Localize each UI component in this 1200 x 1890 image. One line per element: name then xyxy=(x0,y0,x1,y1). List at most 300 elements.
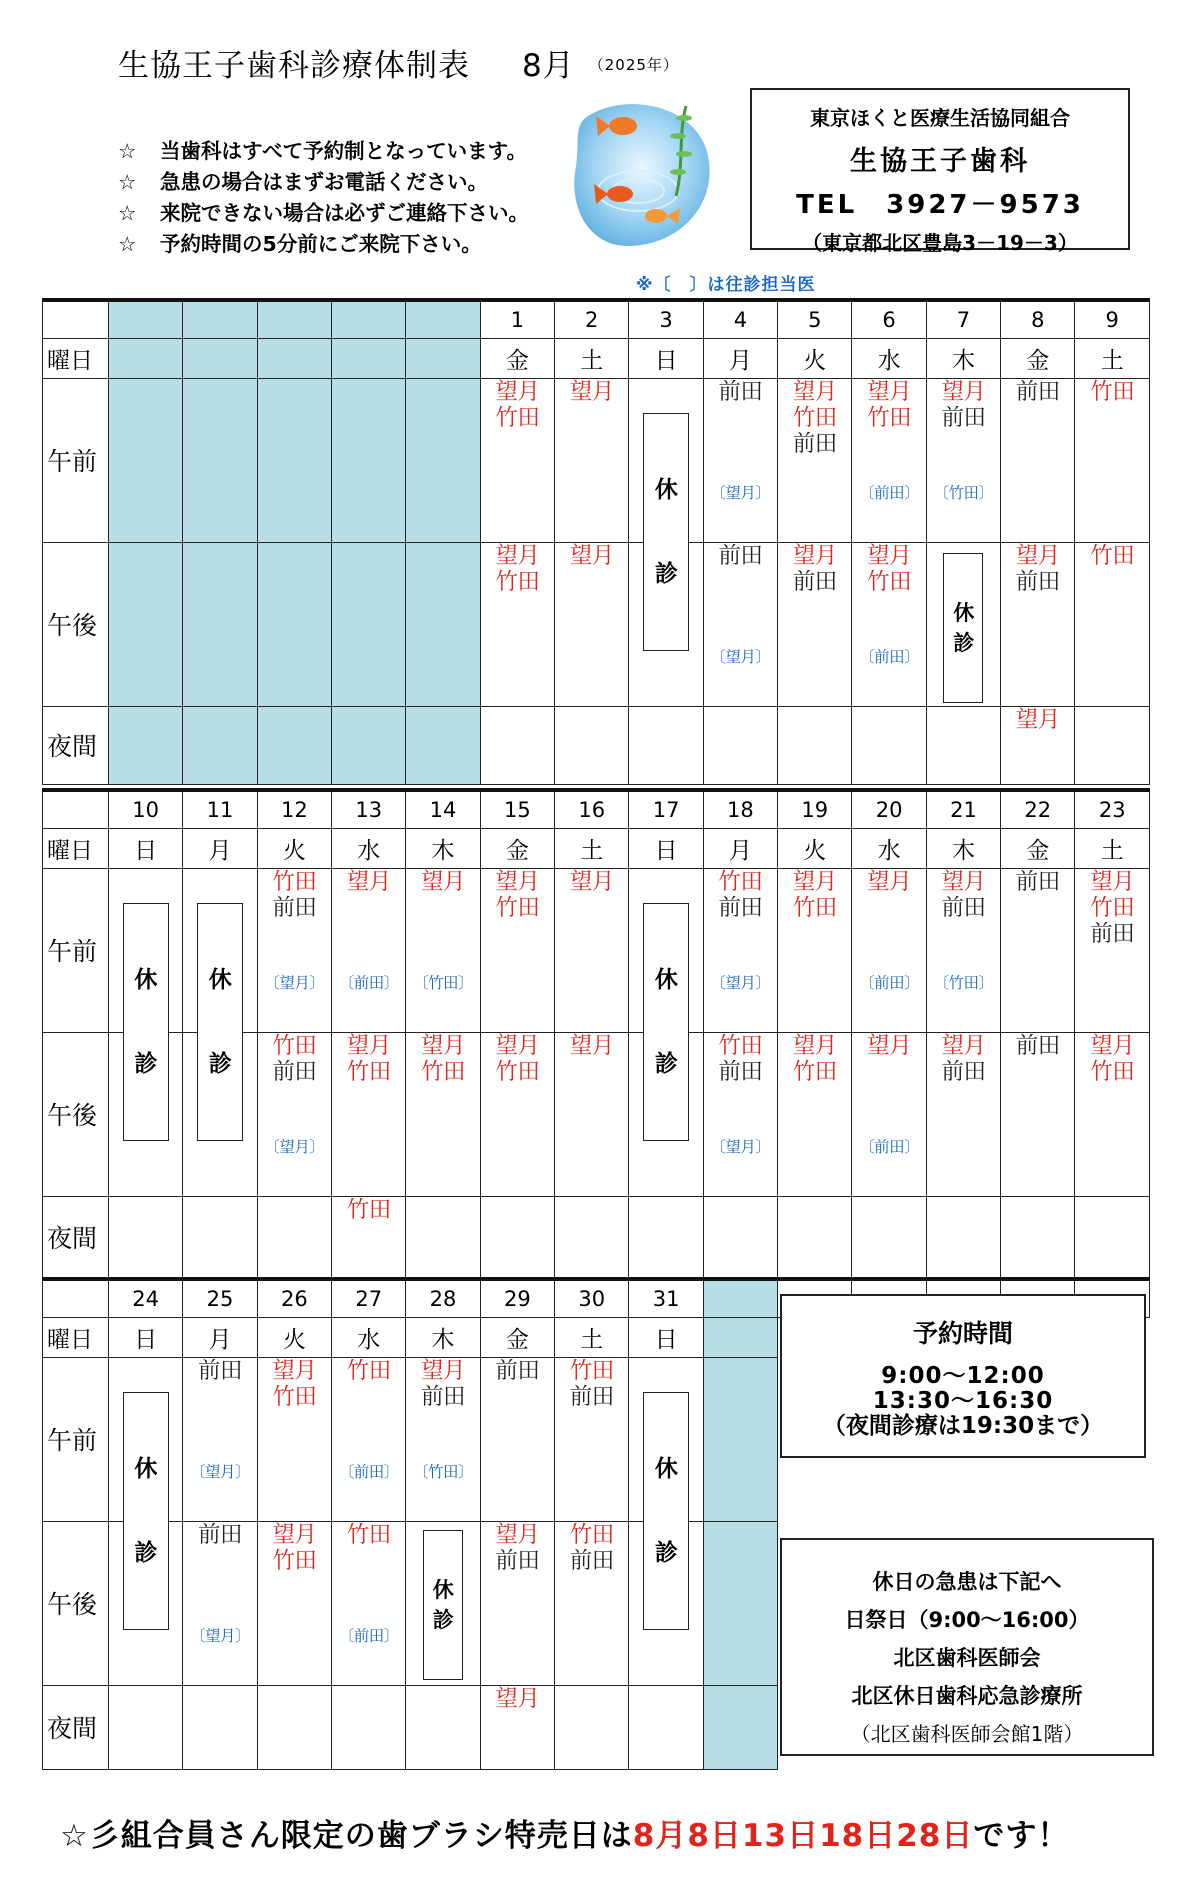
house-call-doctor: 〔前田〕 xyxy=(859,973,920,992)
title-year: （2025年） xyxy=(588,56,679,74)
doctor-name: 前田 xyxy=(792,430,837,457)
star-icon: ☆ xyxy=(118,139,137,163)
weekday-cell: 日 xyxy=(629,338,703,378)
shift-cell-pm xyxy=(332,1521,406,1685)
shift-cell-night xyxy=(555,1685,629,1769)
blank-cell xyxy=(332,542,406,706)
doctor-name: 望月 xyxy=(941,378,986,405)
house-call-doctor: 〔竹田〕 xyxy=(413,1462,474,1481)
doctor-name: 望月 xyxy=(272,1521,317,1548)
doctor-name: 望月 xyxy=(867,542,912,569)
shift-cell-night xyxy=(629,1685,703,1769)
blank-cell xyxy=(109,706,183,784)
doctor-name: 前田 xyxy=(1015,1032,1060,1059)
house-call-doctor: 〔望月〕 xyxy=(190,1626,251,1645)
shift-cell-pm xyxy=(555,1521,629,1685)
doctor-name: 竹田 xyxy=(272,1547,317,1574)
shift-cell-night xyxy=(406,1196,480,1278)
blank-cell xyxy=(406,338,480,378)
blank-cell xyxy=(257,338,331,378)
doctor-name: 望月 xyxy=(569,378,614,405)
weekday-cell: 火 xyxy=(778,828,852,868)
schedule-table xyxy=(42,788,1150,1279)
weekday-cell: 水 xyxy=(332,828,406,868)
date-cell: 17 xyxy=(629,790,703,828)
weekday-cell: 水 xyxy=(852,338,926,378)
date-cell: 5 xyxy=(778,300,852,338)
weekday-cell: 月 xyxy=(183,828,257,868)
shift-cell-am xyxy=(109,868,183,1077)
blank-cell xyxy=(183,706,257,784)
weekday-cell: 水 xyxy=(332,1317,406,1357)
doctor-name: 竹田 xyxy=(495,1058,540,1085)
blank-cell xyxy=(109,542,183,706)
shift-cell-night xyxy=(257,1196,331,1278)
shift-cell-night xyxy=(480,1196,554,1278)
shift-cell-night xyxy=(406,1685,480,1769)
doctor-name: 竹田 xyxy=(1090,1058,1135,1085)
row-dow xyxy=(43,828,1150,868)
star-icon: ☆ xyxy=(118,232,137,256)
closed-day-box xyxy=(943,553,983,703)
doctor-name: 竹田 xyxy=(792,894,837,921)
shift-cell-am xyxy=(703,868,777,1032)
closed-label: 休 xyxy=(432,1577,454,1602)
shift-cell-am xyxy=(778,868,852,1032)
doctor-name: 前田 xyxy=(941,894,986,921)
house-call-doctor: 〔望月〕 xyxy=(190,1462,251,1481)
date-cell: 24 xyxy=(109,1279,183,1317)
shift-cell-night xyxy=(257,1685,331,1769)
blank-cell xyxy=(703,1685,777,1769)
shift-cell-night xyxy=(1075,706,1150,784)
row-label: 曜日 xyxy=(43,828,109,868)
doctor-name: 望月 xyxy=(569,1032,614,1059)
blank-cell xyxy=(703,1521,777,1685)
doctor-name: 前田 xyxy=(1015,378,1060,405)
shift-cell-am xyxy=(926,868,1000,1032)
closed-day-box xyxy=(643,1392,689,1630)
emergency-line: 休日の急患は下記へ xyxy=(872,1570,1062,1594)
weekday-cell: 土 xyxy=(1075,828,1150,868)
row-am xyxy=(43,868,1150,1032)
date-cell: 15 xyxy=(480,790,554,828)
notice-item: ☆ 急患の場合はまずお電話ください。 xyxy=(118,167,529,198)
shift-cell-night xyxy=(480,706,554,784)
doctor-name: 竹田 xyxy=(1090,378,1135,405)
shift-cell-pm xyxy=(555,542,629,706)
shift-cell-am xyxy=(852,378,926,542)
closed-label: 診 xyxy=(654,1050,678,1077)
blank-cell xyxy=(703,1279,777,1317)
date-cell: 2 xyxy=(555,300,629,338)
doctor-name: 望月 xyxy=(867,1032,912,1059)
date-cell: 26 xyxy=(257,1279,331,1317)
blank-cell xyxy=(332,378,406,542)
doctor-name: 前田 xyxy=(421,1383,466,1410)
hours-line: 13:30～16:30 xyxy=(872,1388,1054,1414)
footer-suffix: です！ xyxy=(973,1818,1070,1854)
doctor-name: 前田 xyxy=(718,542,763,569)
blank-cell xyxy=(703,1357,777,1521)
doctor-name: 望月 xyxy=(792,542,837,569)
shift-cell-pm xyxy=(480,1032,554,1196)
shift-cell-am xyxy=(183,1357,257,1521)
doctor-name: 望月 xyxy=(569,868,614,895)
weekday-cell: 火 xyxy=(778,338,852,378)
shift-cell-pm xyxy=(257,1032,331,1196)
doctor-name: 前田 xyxy=(1090,920,1135,947)
shift-cell-am xyxy=(332,1357,406,1521)
doctor-name: 望月 xyxy=(495,1685,540,1712)
date-cell: 25 xyxy=(183,1279,257,1317)
title-month: 8月 xyxy=(522,48,575,84)
weekday-cell: 火 xyxy=(257,828,331,868)
closed-label: 診 xyxy=(134,1050,157,1077)
shift-cell-pm xyxy=(555,1032,629,1196)
shift-cell-am xyxy=(926,378,1000,542)
doctor-name: 前田 xyxy=(718,1058,763,1085)
doctor-name: 望月 xyxy=(421,868,466,895)
closed-label: 休 xyxy=(654,1455,678,1482)
notice-item: ☆ 来院できない場合は必ずご連絡下さい。 xyxy=(118,198,529,229)
emergency-line: 北区歯科医師会 xyxy=(893,1646,1041,1670)
doctor-name: 前田 xyxy=(569,1383,614,1410)
shift-cell-pm xyxy=(257,1521,331,1685)
shift-cell-pm xyxy=(183,1521,257,1685)
doctor-name: 望月 xyxy=(867,868,912,895)
date-cell: 31 xyxy=(629,1279,703,1317)
doctor-name: 竹田 xyxy=(495,894,540,921)
house-call-doctor: 〔前田〕 xyxy=(338,973,399,992)
emergency-line: 北区休日歯科応急診療所 xyxy=(851,1684,1083,1708)
blank-cell xyxy=(406,706,480,784)
weekday-cell: 土 xyxy=(555,338,629,378)
shift-cell-night xyxy=(852,706,926,784)
blank-cell xyxy=(257,706,331,784)
doctor-name: 望月 xyxy=(346,868,391,895)
row-label xyxy=(43,790,109,828)
shift-cell-night xyxy=(778,706,852,784)
shift-cell-pm xyxy=(926,1032,1000,1196)
row-label: 曜日 xyxy=(43,338,109,378)
shift-cell-pm xyxy=(1075,1032,1150,1196)
shift-cell-am xyxy=(629,868,703,1077)
shift-cell-am xyxy=(555,1357,629,1521)
weekday-cell: 金 xyxy=(480,338,554,378)
shift-cell-pm xyxy=(406,1521,480,1685)
doctor-name: 望月 xyxy=(941,868,986,895)
doctor-name: 望月 xyxy=(421,1357,466,1384)
shift-cell-am xyxy=(406,868,480,1032)
date-cell: 4 xyxy=(703,300,777,338)
doctor-name: 竹田 xyxy=(718,868,763,895)
weekday-cell: 土 xyxy=(1075,338,1150,378)
house-call-doctor: 〔前田〕 xyxy=(338,1462,399,1481)
notice-item: ☆ 当歯科はすべて予約制となっています。 xyxy=(118,136,529,167)
blank-cell xyxy=(257,300,331,338)
notice-item: ☆ 予約時間の5分前にご来院下さい。 xyxy=(118,229,529,260)
date-cell: 11 xyxy=(183,790,257,828)
row-hdr xyxy=(43,790,1150,828)
house-call-doctor: 〔望月〕 xyxy=(710,1137,771,1156)
shift-cell-pm xyxy=(480,542,554,706)
shift-cell-night xyxy=(480,1685,554,1769)
doctor-name: 竹田 xyxy=(346,1196,391,1223)
date-cell: 3 xyxy=(629,300,703,338)
weekday-cell: 金 xyxy=(480,1317,554,1357)
weekday-cell: 木 xyxy=(926,338,1000,378)
house-call-doctor: 〔望月〕 xyxy=(264,1137,325,1156)
date-cell: 7 xyxy=(926,300,1000,338)
doctor-name: 前田 xyxy=(272,1058,317,1085)
doctor-name: 望月 xyxy=(346,1032,391,1059)
house-call-doctor: 〔望月〕 xyxy=(710,647,771,666)
doctor-name: 竹田 xyxy=(346,1521,391,1548)
doctor-name: 竹田 xyxy=(1090,894,1135,921)
shift-cell-night xyxy=(629,706,703,784)
closed-label: 休 xyxy=(654,476,678,503)
shift-cell-am xyxy=(480,378,554,542)
footer-prefix: ☆彡組合員さん限定の歯ブラシ特売日は xyxy=(60,1818,633,1854)
shift-cell-night xyxy=(183,1196,257,1278)
shift-cell-am xyxy=(1075,378,1150,542)
shift-cell-pm xyxy=(778,1032,852,1196)
doctor-name: 前田 xyxy=(495,1357,540,1384)
weekday-cell: 火 xyxy=(257,1317,331,1357)
closed-label: 休 xyxy=(134,966,157,993)
shift-cell-pm xyxy=(332,1032,406,1196)
closed-label: 休 xyxy=(654,966,678,993)
clinic-name: 生協王子歯科 xyxy=(850,146,1030,177)
doctor-name: 竹田 xyxy=(272,1032,317,1059)
shift-cell-am xyxy=(257,868,331,1032)
shift-cell-am xyxy=(1075,868,1150,1032)
shift-cell-am xyxy=(629,1357,703,1566)
shift-cell-pm xyxy=(852,1032,926,1196)
row-label: 夜間 xyxy=(43,1685,109,1769)
doctor-name: 前田 xyxy=(718,378,763,405)
closed-label: 休 xyxy=(134,1455,157,1482)
doctor-name: 望月 xyxy=(792,1032,837,1059)
doctor-name: 望月 xyxy=(495,868,540,895)
shift-cell-am xyxy=(480,1357,554,1521)
row-night xyxy=(43,706,1150,784)
doctor-name: 望月 xyxy=(495,378,540,405)
doctor-name: 竹田 xyxy=(421,1058,466,1085)
date-cell: 18 xyxy=(703,790,777,828)
blank-cell xyxy=(703,1317,777,1357)
shift-cell-night xyxy=(703,1196,777,1278)
emergency-line: （北区歯科医師会館1階） xyxy=(850,1722,1084,1746)
closed-label: 診 xyxy=(654,560,678,587)
date-cell: 28 xyxy=(406,1279,480,1317)
date-cell: 12 xyxy=(257,790,331,828)
weekday-cell: 日 xyxy=(109,828,183,868)
doctor-name: 望月 xyxy=(569,542,614,569)
shift-cell-pm xyxy=(406,1032,480,1196)
row-label: 午前 xyxy=(43,378,109,542)
date-cell: 10 xyxy=(109,790,183,828)
date-cell: 6 xyxy=(852,300,926,338)
schedule-table xyxy=(42,298,1150,785)
notice-list xyxy=(118,136,529,260)
doctor-name: 前田 xyxy=(569,1547,614,1574)
doctor-name: 竹田 xyxy=(569,1357,614,1384)
date-cell: 13 xyxy=(332,790,406,828)
schedule-week xyxy=(42,298,1150,785)
blank-cell xyxy=(183,300,257,338)
doctor-name: 前田 xyxy=(941,404,986,431)
doctor-name: 竹田 xyxy=(569,1521,614,1548)
doctor-name: 前田 xyxy=(198,1521,243,1548)
clinic-tel[interactable]: TEL 3927－9573 xyxy=(796,190,1084,220)
shift-cell-am xyxy=(406,1357,480,1521)
doctor-name: 前田 xyxy=(1015,868,1060,895)
row-night xyxy=(43,1196,1150,1278)
title-text: 生協王子歯科診療体制表 xyxy=(118,48,470,84)
house-call-doctor: 〔前田〕 xyxy=(859,483,920,502)
weekday-cell: 日 xyxy=(109,1317,183,1357)
row-label: 午前 xyxy=(43,1357,109,1521)
blank-cell xyxy=(183,338,257,378)
doctor-name: 望月 xyxy=(941,1032,986,1059)
clinic-org: 東京ほくと医療生活協同組合 xyxy=(810,106,1070,130)
doctor-name: 望月 xyxy=(495,1032,540,1059)
shift-cell-pm xyxy=(778,542,852,706)
shift-cell-pm xyxy=(480,1521,554,1685)
doctor-name: 前田 xyxy=(198,1357,243,1384)
clinic-address: （東京都北区豊島3－19－3） xyxy=(802,231,1078,255)
row-label xyxy=(43,300,109,338)
house-call-doctor: 〔望月〕 xyxy=(710,973,771,992)
weekday-cell: 木 xyxy=(406,828,480,868)
date-cell: 23 xyxy=(1075,790,1150,828)
house-call-doctor: 〔前田〕 xyxy=(859,647,920,666)
closed-label: 診 xyxy=(432,1607,454,1632)
doctor-name: 前田 xyxy=(718,894,763,921)
date-cell: 8 xyxy=(1001,300,1075,338)
shift-cell-am xyxy=(109,1357,183,1566)
weekday-cell: 金 xyxy=(1001,828,1075,868)
doctor-name: 竹田 xyxy=(346,1058,391,1085)
doctor-name: 前田 xyxy=(495,1547,540,1574)
date-cell: 29 xyxy=(480,1279,554,1317)
doctor-name: 竹田 xyxy=(495,404,540,431)
doctor-name: 望月 xyxy=(1015,706,1060,733)
row-hdr xyxy=(43,300,1150,338)
shift-cell-am xyxy=(1001,378,1075,542)
closed-label: 診 xyxy=(208,1050,232,1077)
shift-cell-am xyxy=(629,378,703,587)
date-cell: 27 xyxy=(332,1279,406,1317)
date-cell: 9 xyxy=(1075,300,1150,338)
doctor-name: 望月 xyxy=(1090,868,1135,895)
doctor-name: 竹田 xyxy=(718,1032,763,1059)
shift-cell-am xyxy=(1001,868,1075,1032)
blank-cell xyxy=(109,300,183,338)
blank-cell xyxy=(183,542,257,706)
shift-cell-pm xyxy=(703,542,777,706)
blank-cell xyxy=(257,542,331,706)
doctor-name: 竹田 xyxy=(495,568,540,595)
closed-day-box xyxy=(643,413,689,651)
doctor-name: 望月 xyxy=(421,1032,466,1059)
blank-cell xyxy=(332,300,406,338)
doctor-name: 前田 xyxy=(1015,568,1060,595)
closed-day-box xyxy=(423,1530,463,1680)
closed-label: 診 xyxy=(654,1539,678,1566)
date-cell: 1 xyxy=(480,300,554,338)
shift-cell-am xyxy=(257,1357,331,1521)
date-cell: 19 xyxy=(778,790,852,828)
closed-label: 診 xyxy=(953,630,974,655)
goldfish-illustration xyxy=(568,96,718,254)
blank-cell xyxy=(109,378,183,542)
blank-cell xyxy=(332,338,406,378)
row-pm xyxy=(43,542,1150,706)
reservation-hours-box xyxy=(780,1294,1146,1458)
doctor-name: 望月 xyxy=(495,1521,540,1548)
shift-cell-night xyxy=(1001,706,1075,784)
shift-cell-night xyxy=(332,1196,406,1278)
row-dow xyxy=(43,338,1150,378)
blank-cell xyxy=(257,378,331,542)
emergency-line: 日祭日（9:00～16:00） xyxy=(844,1608,1090,1632)
row-label: 曜日 xyxy=(43,1317,109,1357)
row-label: 午前 xyxy=(43,868,109,1032)
blank-cell xyxy=(109,338,183,378)
closed-label: 診 xyxy=(134,1539,157,1566)
house-call-doctor: 〔前田〕 xyxy=(338,1626,399,1645)
hours-line: 9:00～12:00 xyxy=(881,1363,1045,1389)
shift-cell-night xyxy=(629,1196,703,1278)
shift-cell-pm xyxy=(1001,1032,1075,1196)
row-label: 午後 xyxy=(43,542,109,706)
shift-cell-am xyxy=(703,378,777,542)
shift-cell-night xyxy=(703,706,777,784)
legend-note: ※〔 〕は往診担当医 xyxy=(636,275,816,295)
shift-cell-night xyxy=(1075,1196,1150,1278)
date-cell: 20 xyxy=(852,790,926,828)
doctor-name: 竹田 xyxy=(272,868,317,895)
house-call-doctor: 〔竹田〕 xyxy=(933,483,994,502)
clinic-info-box xyxy=(750,88,1130,255)
weekday-cell: 月 xyxy=(183,1317,257,1357)
blank-cell xyxy=(406,542,480,706)
house-call-doctor: 〔竹田〕 xyxy=(933,973,994,992)
weekday-cell: 金 xyxy=(1001,338,1075,378)
doctor-name: 竹田 xyxy=(792,404,837,431)
weekday-cell: 木 xyxy=(926,828,1000,868)
shift-cell-night xyxy=(778,1196,852,1278)
date-cell: 22 xyxy=(1001,790,1075,828)
shift-cell-pm xyxy=(1001,542,1075,706)
doctor-name: 竹田 xyxy=(792,1058,837,1085)
doctor-name: 望月 xyxy=(867,378,912,405)
shift-cell-am xyxy=(480,868,554,1032)
doctor-name: 竹田 xyxy=(867,404,912,431)
doctor-name: 望月 xyxy=(1090,1032,1135,1059)
shift-cell-night xyxy=(109,1685,183,1769)
schedule-week xyxy=(42,788,1150,1279)
row-am xyxy=(43,378,1150,542)
blank-cell xyxy=(406,378,480,542)
row-label: 夜間 xyxy=(43,1196,109,1278)
shift-cell-am xyxy=(183,868,257,1077)
shift-cell-night xyxy=(109,1196,183,1278)
star-icon: ☆ xyxy=(118,170,137,194)
